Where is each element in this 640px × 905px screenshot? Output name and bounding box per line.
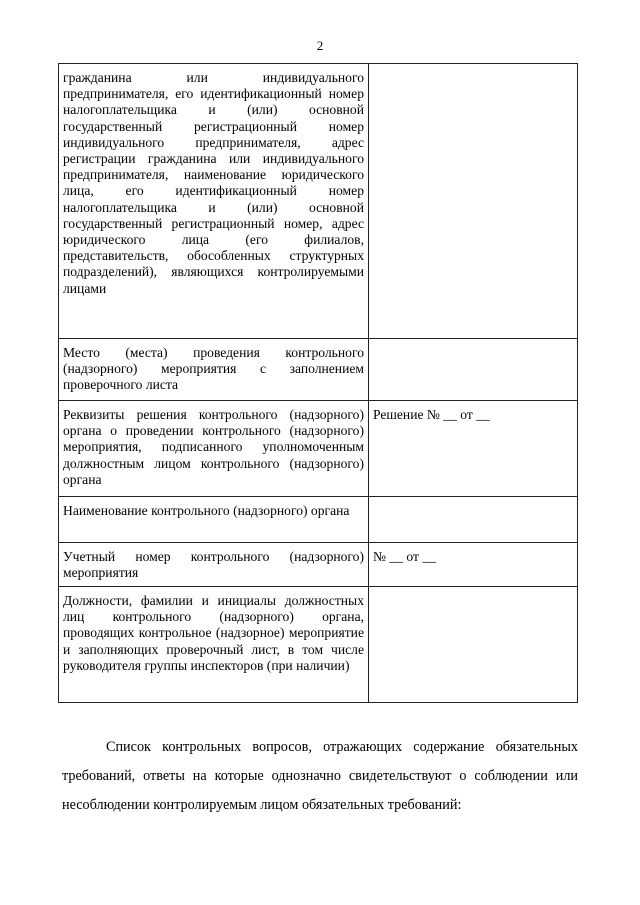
questions-list-intro: Список контрольных вопросов, отражающих содержание обязательных требований, ответы на которые однозначно свидетельствуют о соблюдении или несоблюдении контролируемым лицом обязательных требований: <box>62 739 578 813</box>
table-row <box>59 587 578 703</box>
row-value-decision-details: Решение № __ от __ <box>369 401 578 497</box>
row-label-registration-number: Учетный номер контрольного (надзорного) мероприятия <box>59 543 369 587</box>
row-label-controlled-person: гражданина или индивидуального предпринимателя, его идентификационный номер налогоплательщика и (или) основной государственный регистрационный номер индивидуального предпринимателя, адрес регистрации гражданина или индивидуального предпринимателя, наименование юридического лица, его идентификационный номер налогоплательщика и (или) основной государственный регистрационный номер, адрес юридического лица (его филиалов, представительств, обособленных структурных подразделений), являющихся контролируемыми лицами <box>59 64 369 339</box>
checklist-info-table <box>58 63 578 703</box>
table-row <box>59 543 578 587</box>
row-value-controlled-person <box>369 64 578 339</box>
page-number: 2 <box>316 38 324 53</box>
row-value-officials <box>369 587 578 703</box>
row-label-authority-name: Наименование контрольного (надзорного) органа <box>59 497 369 543</box>
row-value-location <box>369 339 578 401</box>
table-row <box>59 401 578 497</box>
row-value-registration-number: № __ от __ <box>369 543 578 587</box>
row-label-location: Место (места) проведения контрольного (надзорного) мероприятия с заполнением проверочного листа <box>59 339 369 401</box>
row-label-officials: Должности, фамилии и инициалы должностных лиц контрольного (надзорного) органа, проводящих контрольное (надзорное) мероприятие и заполняющих проверочный лист, в том числе руководителя группы инспекторов (при наличии) <box>59 587 369 703</box>
row-value-authority-name <box>369 497 578 543</box>
table-row <box>59 64 578 339</box>
table-row <box>59 339 578 401</box>
row-label-decision-details: Реквизиты решения контрольного (надзорного) органа о проведении контрольного (надзорного) мероприятия, подписанного уполномоченным должностным лицом контрольного (надзорного) органа <box>59 401 369 497</box>
table-row <box>59 497 578 543</box>
